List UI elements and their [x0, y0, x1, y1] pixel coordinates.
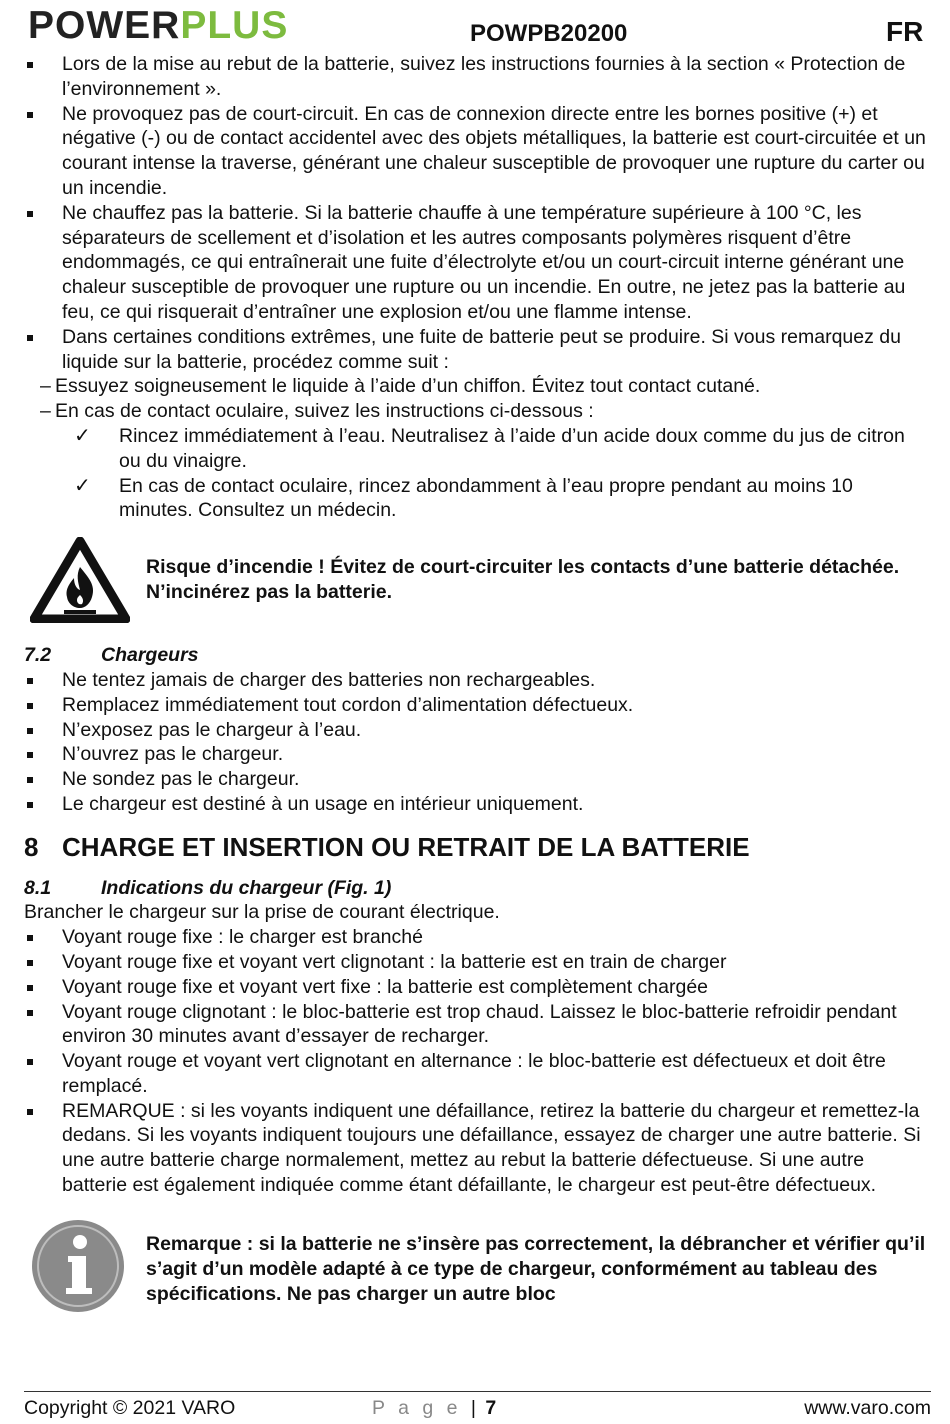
list-item: Voyant rouge fixe : le charger est branché: [24, 925, 929, 950]
section-title: Indications du chargeur (Fig. 1): [101, 876, 392, 899]
section-title: CHARGE ET INSERTION OU RETRAIT DE LA BATTERIE: [62, 831, 750, 862]
section-intro: Brancher le chargeur sur la prise de courant électrique.: [24, 901, 500, 924]
list-item: Ne chauffez pas la batterie. Si la batterie chauffe à une température supérieure à 100 °C, les séparateurs de scellement et d’isolation et les autres composants polymères risquent d’être endommagés, ce qui entraînerait une fuite d’électrolyte et/ou un court-circuit interne générant une chaleur susceptible de provoquer une rupture ou un incendie. En outre, ne jetez pas la batterie au feu, ce qui risquerait d’entraîner une explosion et/ou une flamme intense.: [24, 201, 929, 325]
list-item: Ne tentez jamais de charger des batteries non rechargeables.: [24, 668, 929, 693]
section-8-heading: [24, 831, 929, 862]
section-7-2-heading: [24, 643, 929, 668]
charger-indications-list: [24, 925, 929, 1198]
copyright: Copyright © 2021 VARO: [24, 1397, 236, 1419]
list-item: Ne provoquez pas de court-circuit. En cas de connexion directe entre les bornes positive (+) et négative (-) ou de contact accidentel avec des objets métalliques, la batterie est court-circuitée et un courant intense la traverse, générant une chaleur susceptible de provoquer une rupture du carter ou un incendie.: [24, 102, 929, 201]
check-item: ✓ En cas de contact oculaire, rincez abondamment à l’eau propre pendant au moins 10 minutes. Consultez un médecin.: [24, 474, 929, 524]
info-icon: [30, 1218, 126, 1314]
list-item: Voyant rouge fixe et voyant vert clignotant : la batterie est en train de charger: [24, 950, 929, 975]
list-item: Voyant rouge et voyant vert clignotant en alternance : le bloc-batterie est défectueux et doit être remplacé.: [24, 1049, 929, 1099]
dash-item: – En cas de contact oculaire, suivez les instructions ci-dessous :: [24, 399, 929, 424]
logo-plus: PLUS: [180, 4, 289, 47]
list-item: Voyant rouge clignotant : le bloc-batterie est trop chaud. Laissez le bloc-batterie refroidir pendant environ 30 minutes avant d’essayer de recharger.: [24, 1000, 929, 1050]
note-text: Remarque : si la batterie ne s’insère pas correctement, la débrancher et vérifier qu’il s’agit d’un modèle adapté à ce type de chargeur, conformément au tableau des spécifications. Ne pas charger un autre bloc: [146, 1232, 926, 1305]
list-item: N’ouvrez pas le chargeur.: [24, 742, 929, 767]
website-link[interactable]: www.varo.com: [804, 1397, 931, 1419]
dash-item: – Essuyez soigneusement le liquide à l’aide d’un chiffon. Évitez tout contact cutané.: [24, 374, 929, 399]
model-number: POWPB20200: [470, 20, 628, 47]
logo-power: POWER: [28, 4, 181, 47]
page-number: 7: [485, 1397, 497, 1419]
footer-divider: [24, 1391, 931, 1392]
brand-logo: [28, 4, 288, 48]
charger-safety-list: [24, 668, 929, 817]
list-item: REMARQUE : si les voyants indiquent une défaillance, retirez la batterie du chargeur et remettez-la dedans. Si les voyants indiquent toujours une défaillance, essayez de charger une autre batterie. Si une autre batterie charge normalement, mettez au rebut la batterie défectueuse. Si une autre batterie est également indiquée comme étant défaillante, le chargeur est peut-être défectueux.: [24, 1099, 929, 1198]
fire-warning-box: [24, 535, 929, 625]
page-label: P a g e: [372, 1397, 462, 1419]
list-item: N’exposez pas le chargeur à l’eau.: [24, 718, 929, 743]
language-code: FR: [886, 16, 924, 47]
section-8-1-heading: [24, 876, 929, 901]
list-item: Le chargeur est destiné à un usage en intérieur uniquement.: [24, 792, 929, 817]
list-item: Ne sondez pas le chargeur.: [24, 767, 929, 792]
fire-warning-icon: [30, 537, 130, 623]
section-number: 8: [24, 831, 39, 862]
page-indicator: P a g e | 7: [372, 1397, 497, 1419]
section-title: Chargeurs: [101, 644, 199, 667]
section-number: 7.2: [24, 644, 52, 667]
page-content: [24, 52, 929, 1328]
fire-warning-text: Risque d’incendie ! Évitez de court-circuiter les contacts d’une batterie détachée. N’incinérez pas la batterie.: [146, 556, 900, 604]
note-box: [24, 1218, 929, 1328]
list-item: Lors de la mise au rebut de la batterie, suivez les instructions fournies à la section « Protection de l’environnement ».: [24, 52, 929, 102]
battery-safety-list: [24, 52, 929, 374]
section-number: 8.1: [24, 876, 52, 899]
list-item: Remplacez immédiatement tout cordon d’alimentation défectueux.: [24, 693, 929, 718]
page-header: [0, 0, 950, 60]
check-item: ✓ Rincez immédiatement à l’eau. Neutralisez à l’aide d’un acide doux comme du jus de citron ou du vinaigre.: [24, 424, 929, 474]
list-item: Dans certaines conditions extrêmes, une fuite de batterie peut se produire. Si vous remarquez du liquide sur la batterie, procédez comme suit :: [24, 325, 929, 375]
list-item: Voyant rouge fixe et voyant vert fixe : la batterie est complètement chargée: [24, 975, 929, 1000]
